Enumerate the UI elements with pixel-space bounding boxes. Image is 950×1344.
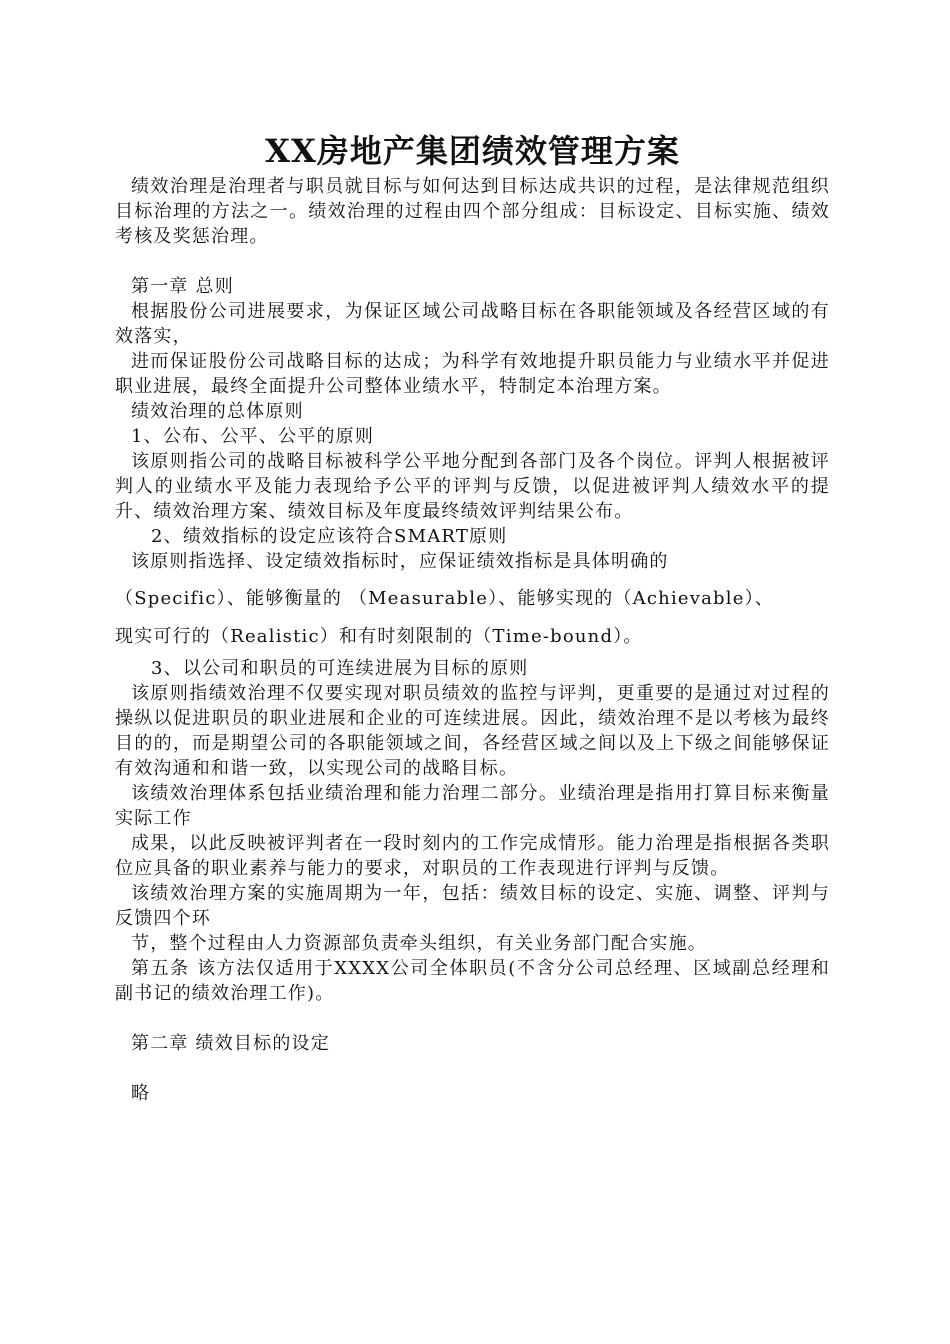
paragraph-cycle-2: 节，整个过程由人力资源部负责牵头组织，有关业务部门配合实施。 [131, 933, 707, 954]
blank-line [115, 249, 830, 274]
chapter-2-heading: 第二章 绩效目标的设定 [131, 1033, 330, 1054]
principle-1-heading: 1、公布、公平、公平的原则 [131, 426, 375, 447]
chapter-1-heading: 第一章 总则 [131, 276, 234, 297]
paragraph-cycle-1: 该绩效治理方案的实施周期为一年，包括：绩效目标的设定、实施、调整、评判与反馈四个环 [115, 883, 830, 929]
principle-2-body: 该原则指选择、设定绩效指标时，应保证绩效指标是具体明确的 [131, 551, 669, 572]
article-5: 第五条 该方法仅适用于XXXX公司全体职员(不含分公司总经理、区域副总经理和副书记的绩效治理工作)。 [115, 958, 830, 1004]
principle-2-heading: 2、绩效指标的设定应该符合SMART原则 [151, 526, 508, 547]
paragraph-system-1: 该绩效治理体系包括业绩治理和能力治理二部分。业绩治理是指用打算目标来衡量实际工作 [115, 783, 830, 829]
blank-line [115, 1056, 830, 1081]
paragraph-purpose: 进而保证股份公司战略目标的达成；为科学有效地提升职员能力与业绩水平并促进职业进展，最终全面提升公司整体业绩水平，特制定本治理方案。 [115, 351, 830, 397]
principles-heading: 绩效治理的总体原则 [131, 401, 304, 422]
principle-2-smart-line-2: 现实可行的（Realistic）和有时刻限制的（Time-bound）。 [115, 626, 643, 647]
principle-2-smart-line-1: （Specific）、能够衡量的 （Measurable）、能够实现的（Achievable）、 [115, 588, 774, 609]
paragraph-system-2: 成果，以此反映被评判者在一段时刻内的工作完成情形。能力治理是指根据各类职位应具备的职业素养与能力的要求，对职员的工作表现进行评判与反馈。 [115, 833, 830, 879]
chapter-2-body: 略 [131, 1083, 151, 1104]
blank-line [115, 1006, 830, 1031]
document-title: XX房地产集团绩效管理方案 [265, 132, 680, 170]
document-page [115, 128, 830, 1106]
principle-3-heading: 3、以公司和职员的可连续进展为目标的原则 [151, 658, 529, 679]
paragraph-basis: 根据股份公司进展要求，为保证区域公司战略目标在各职能领域及各经营区域的有效落实， [115, 301, 830, 347]
principle-3-body: 该原则指绩效治理不仅要实现对职员绩效的监控与评判，更重要的是通过对过程的操纵以促进职员的职业进展和企业的可连续进展。因此，绩效治理不是以考核为最终目的的，而是期望公司的各职能领域之间，各经营区域之间以及上下级之间能够保证有效沟通和和谐一致，以实现公司的战略目标。 [115, 683, 830, 779]
paragraph-intro: 绩效治理是治理者与职员就目标与如何达到目标达成共识的过程，是法律规范组织目标治理的方法之一。绩效治理的过程由四个部分组成：目标设定、目标实施、绩效考核及奖惩治理。 [115, 176, 830, 247]
principle-1-body: 该原则指公司的战略目标被科学公平地分配到各部门及各个岗位。评判人根据被评判人的业绩水平及能力表现给予公平的评判与反馈，以促进被评判人绩效水平的提升、绩效治理方案、绩效目标及年度最终绩效评判结果公布。 [115, 451, 830, 522]
